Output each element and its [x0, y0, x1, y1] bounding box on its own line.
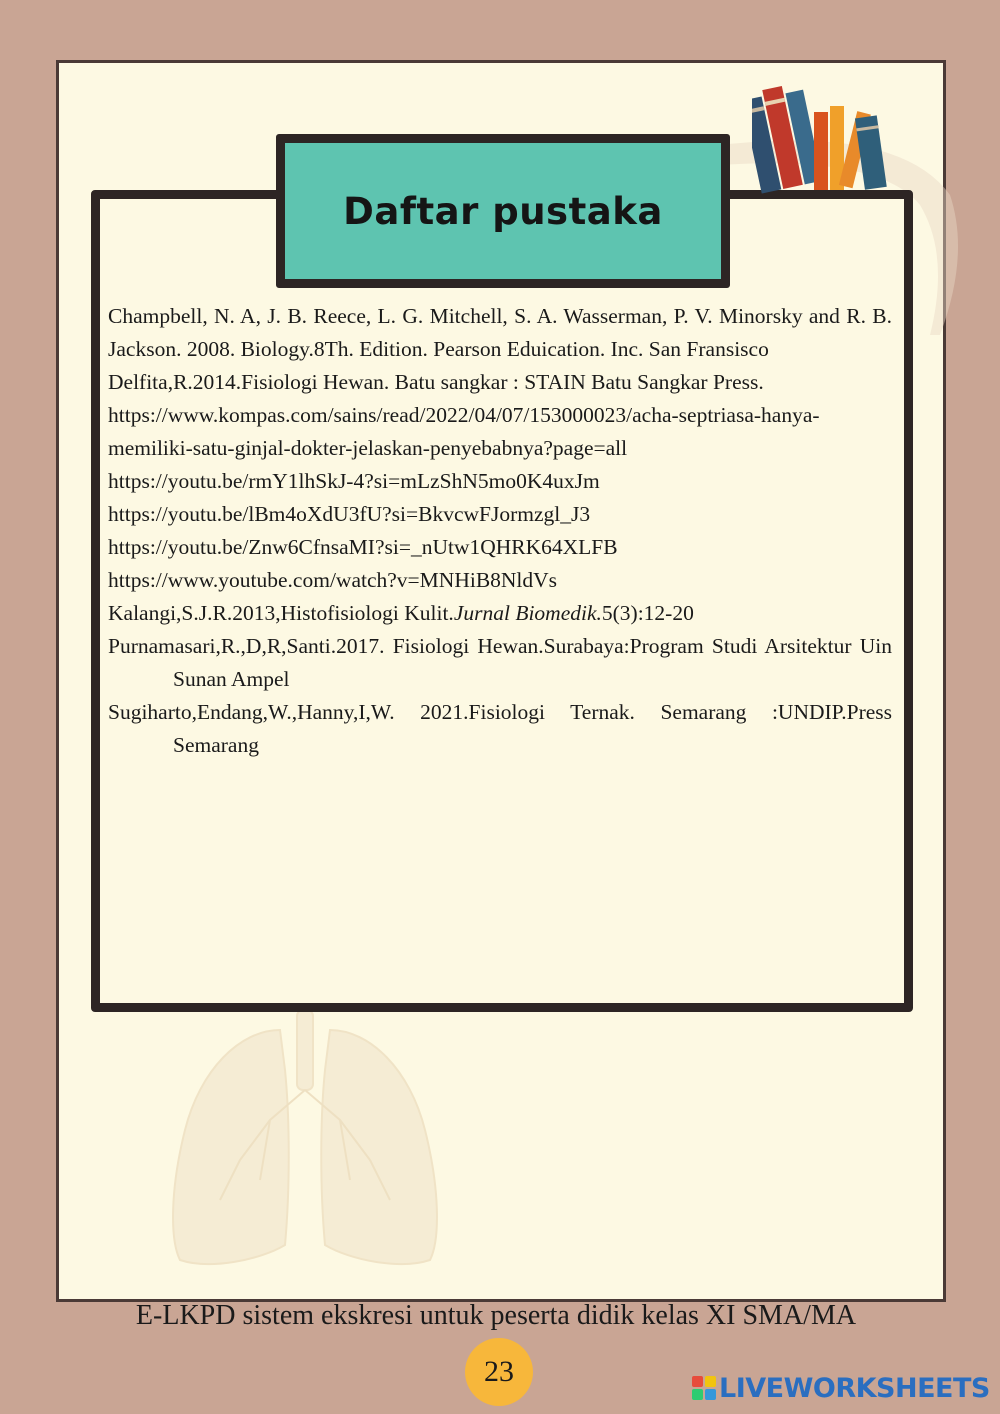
reference-item: https://youtu.be/lBm4oXdU3fU?si=BkvcwFJormzgl_J3 [108, 502, 591, 526]
reference-item: https://youtu.be/Znw6CfnsaMI?si=_nUtw1QHRK64XLFB [108, 535, 618, 559]
liveworksheets-logo-icon [692, 1376, 716, 1400]
reference-item: https://www.kompas.com/sains/read/2022/04/07/153000023/acha-septriasa-hanya-memiliki-satu-ginjal-dokter-jelaskan-penyebabnya?page=all [108, 403, 820, 460]
reference-item: Champbell, N. A, J. B. Reece, L. G. Mitchell, S. A. Wasserman, P. V. Minorsky and R. B. Jackson. 2008. Biology.8Th. Edition. Pearson Eduication. Inc. San Fransisco [108, 304, 892, 361]
books-icon [752, 72, 897, 194]
reference-item: Sugiharto,Endang,W.,Hanny,I,W. 2021.Fisiologi Ternak. Semarang :UNDIP.Press Semarang [108, 700, 892, 757]
reference-item: Delfita,R.2014.Fisiologi Hewan. Batu sangkar : STAIN Batu Sangkar Press. [108, 370, 764, 394]
reference-item [108, 597, 892, 630]
page-number-badge: 23 [465, 1338, 533, 1406]
page-title: Daftar pustaka [343, 189, 663, 233]
reference-text: 5(3):12-20 [601, 601, 694, 625]
brand-name: LIVEWORKSHEETS [719, 1372, 990, 1404]
title-box [276, 134, 730, 288]
reference-item: Purnamasari,R.,D,R,Santi.2017. Fisiologi Hewan.Surabaya:Program Studi Arsitektur Uin Sunan Ampel [108, 634, 892, 691]
liveworksheets-brand[interactable] [692, 1372, 990, 1404]
journal-name: Jurnal Biomedik. [453, 601, 602, 625]
reference-list [108, 300, 892, 762]
reference-text: Kalangi,S.J.R.2013,Histofisiologi Kulit. [108, 601, 454, 625]
reference-item: https://youtu.be/rmY1lhSkJ-4?si=mLzShN5mo0K4uxJm [108, 469, 600, 493]
reference-item: https://www.youtube.com/watch?v=MNHiB8NldVs [108, 568, 558, 592]
lungs-watermark [160, 1010, 450, 1280]
footer-caption: E-LKPD sistem ekskresi untuk peserta didik kelas XI SMA/MA [135, 1300, 857, 1331]
